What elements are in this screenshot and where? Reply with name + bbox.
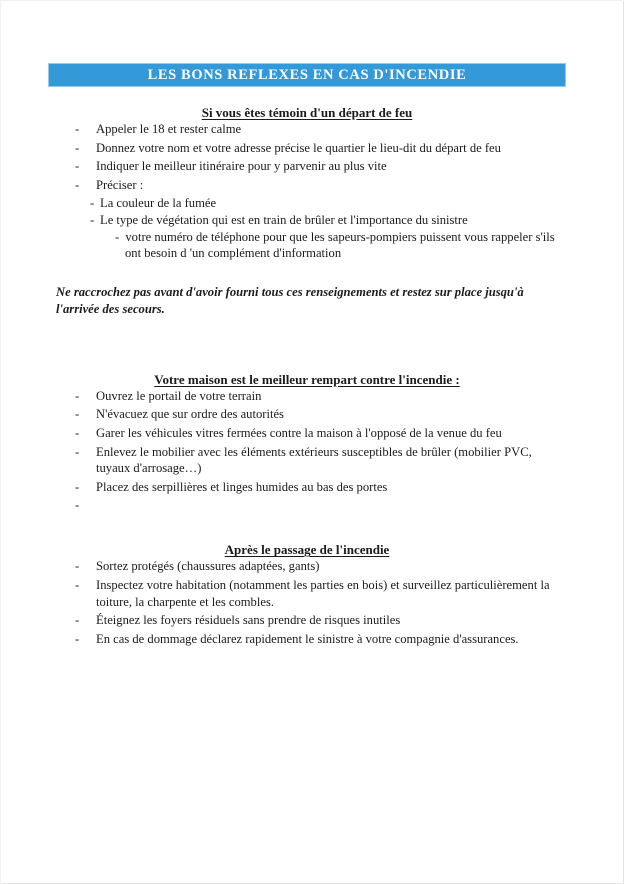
list-item (48, 558, 566, 575)
list-item-label: N'évacuez que sur ordre des autorités (96, 407, 284, 422)
list-item-label: Appeler le 18 et rester calme (96, 122, 242, 136)
section-heading-aftermath-text: Après le passage de l'incendie (224, 542, 390, 558)
bullet-dash-icon: - (75, 631, 80, 646)
title-banner (48, 63, 566, 87)
list-item-label: Donnez votre nom et votre adresse précise le quartier le lieu-dit du départ de feu (96, 140, 501, 155)
section-heading-aftermath (48, 542, 566, 558)
list-house-protection (48, 388, 566, 513)
sub-sub-list-item-label: votre numéro de téléphone pour que les sapeurs-pompiers puissent vous rappeler s'ils ont besoin d 'un complément d'information (125, 229, 555, 261)
list-item (48, 177, 566, 194)
bullet-dash-icon: - (75, 425, 80, 440)
bullet-dash-icon: - (75, 498, 80, 513)
bullet-dash-icon: - (75, 479, 80, 494)
bullet-dash-icon: - (75, 140, 80, 155)
section-heading-witness (48, 105, 566, 121)
bullet-dash-icon: - (75, 177, 80, 192)
list-item (48, 158, 566, 175)
list-item-label: Enlevez le mobilier avec les éléments extérieurs susceptibles de brûler (mobilier PVC, tuyaux d'arrosage…) (96, 444, 532, 476)
section-heading-house-text: Votre maison est le meilleur rempart contre l'incendie : (154, 371, 460, 387)
list-item (48, 444, 566, 477)
list-item (48, 612, 566, 629)
sub-bullet-dash-icon: - (90, 212, 95, 227)
section-heading-witness-text: Si vous êtes témoin d'un départ de feu (201, 105, 413, 120)
sub-bullet-dash-icon: - (90, 196, 95, 211)
list-item (48, 140, 566, 157)
bullet-dash-icon: - (75, 388, 80, 403)
scan-edge-left (0, 0, 1, 884)
bullet-dash-icon: - (75, 407, 80, 422)
list-witness-details (48, 195, 566, 261)
list-item-label: Sortez protégés (chaussures adaptées, gants) (96, 559, 320, 574)
sub-list-item (48, 212, 566, 229)
list-item-label: Indiquer le meilleur itinéraire pour y parvenir au plus vite (96, 159, 387, 174)
list-item (48, 388, 566, 405)
list-item (48, 406, 566, 423)
list-item (48, 631, 566, 648)
list-item (48, 121, 566, 138)
list-item-label: Garer les véhicules vitres fermées contre la maison à l'opposé de la venue du feu (96, 425, 502, 440)
list-item-label: Ouvrez le portail de votre terrain (96, 388, 262, 403)
bullet-dash-icon: - (75, 159, 80, 174)
banner-title-text: LES BONS REFLEXES EN CAS D'INCENDIE (147, 66, 467, 83)
bullet-dash-icon: - (75, 444, 80, 459)
sub-list-item (48, 195, 566, 212)
list-item (48, 577, 566, 610)
list-item-label: Préciser : (96, 177, 144, 192)
sub-list-item-label: La couleur de la fumée (100, 196, 217, 211)
bullet-dash-icon: - (75, 577, 80, 592)
bullet-dash-icon: - (75, 122, 80, 136)
document-content (48, 0, 566, 649)
sub-list-item-label: Le type de végétation qui est en train de brûler et l'importance du sinistre (100, 212, 468, 227)
list-aftermath-actions (48, 558, 566, 647)
section-heading-house (48, 372, 566, 388)
emphasis-note: Ne raccrochez pas avant d'avoir fourni tous ces renseignements et restez sur place jusqu'à l'arrivée des secours. (56, 284, 524, 316)
list-witness-steps (48, 121, 566, 193)
list-item (48, 425, 566, 442)
list-item (48, 479, 566, 496)
bullet-dash-icon: - (75, 559, 80, 574)
list-item-label: Inspectez votre habitation (notamment les parties en bois) et surveillez particulièrement la toiture, la charpente et les combles. (96, 577, 550, 609)
sub-sub-list-item (48, 229, 566, 262)
list-item-label: En cas de dommage déclarez rapidement le sinistre à votre compagnie d'assurances. (96, 631, 519, 646)
sub-sub-bullet-dash-icon: - (115, 229, 120, 244)
bullet-dash-icon: - (75, 613, 80, 628)
list-item-empty (48, 497, 566, 512)
list-item-label: Éteignez les foyers résiduels sans prendre de risques inutiles (96, 613, 401, 628)
list-item-label: Placez des serpillières et linges humides au bas des portes (96, 479, 388, 494)
